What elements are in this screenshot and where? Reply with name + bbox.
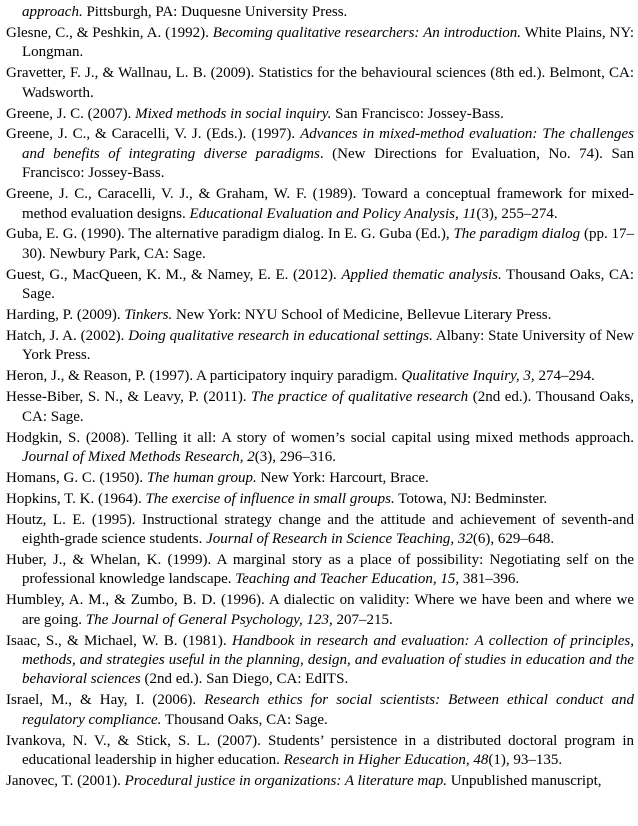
reference-text: White Plains, NY: Longman. [22,24,634,61]
reference-title-italic: Research ethics for social scientists: Between ethical conduct and regulatory compliance. [22,692,634,728]
reference-entry [6,266,634,305]
reference-title-italic: Educational Evaluation and Policy Analysis, 11 [189,205,477,222]
reference-text: 381–396. [459,571,520,588]
reference-entry [6,732,634,771]
reference-title-italic: approach. [22,4,83,20]
reference-text: Pittsburgh, PA: Duquesne University Press. [82,4,348,20]
reference-title-italic: Handbook in research and evaluation: A collection of principles, methods, and strategies useful in the planning, design, and evaluation of studies in education and the behavioral sciences [22,632,634,688]
reference-text: Isaac, S., & Michael, W. B. (1981). [6,632,232,649]
reference-entry [6,632,634,690]
reference-text: . (New Directions for Evaluation, No. 74). San Francisco: Jossey-Bass. [22,145,634,182]
reference-text: 274–294. [534,368,595,385]
reference-text: Ivankova, N. V., & Stick, S. L. (2007). Students’ persistence in a distributed doctoral program in educational leadership in higher education. [6,732,634,769]
reference-entry [6,691,634,730]
reference-text: Hodgkin, S. (2008). Telling it all: A story of women’s social capital using mixed methods approach. [6,429,634,446]
reference-text: 207–215. [332,611,393,628]
reference-title-italic: Advances in mixed-method evaluation: The challenges and benefits of integrating diverse paradigms [22,126,634,162]
reference-entry [6,367,634,386]
reference-title-italic: Journal of Mixed Methods Research, 2 [22,448,255,465]
reference-text: (pp. 17–30). Newbury Park, CA: Sage. [22,226,634,262]
reference-text: San Francisco: Jossey-Bass. [331,105,504,122]
reference-text: New York: NYU School of Medicine, Bellevue Literary Press. [172,307,552,324]
reference-title-italic: Research in Higher Education, 48 [283,752,489,769]
reference-text: Greene, J. C. (2007). [6,105,136,122]
reference-text: Guest, G., MacQueen, K. M., & Namey, E. E. (2012). [6,266,342,283]
reference-entry [6,306,634,325]
reference-text: Homans, G. C. (1950). [6,469,147,486]
reference-text: Greene, J. C., & Caracelli, V. J. (Eds.). (1997). [6,126,301,143]
reference-title-italic: Journal of Research in Science Teaching, 32 [206,531,473,548]
reference-text: (3), 255–274. [476,205,558,222]
reference-text: Thousand Oaks, CA: Sage. [161,711,328,728]
reference-title-italic: The practice of qualitative research [251,389,469,406]
reference-entry [6,490,634,509]
reference-title-italic: The Journal of General Psychology, 123, [85,611,333,628]
reference-text: New York: Harcourt, Brace. [256,469,429,486]
reference-text: Humbley, A. M., & Zumbo, B. D. (1996). A dialectic on validity: Where we have been and where we are going. [6,592,634,628]
reference-text: Huber, J., & Whelan, K. (1999). A marginal story as a place of possibility: Negotiating self on the professional knowledge landscape. [6,551,634,588]
reference-entry [6,327,634,366]
reference-title-italic: The exercise of influence in small groups. [145,490,395,507]
reference-entry [6,64,634,103]
reference-text: (6), 629–648. [472,531,555,548]
reference-title-italic: Procedural justice in organizations: A literature map. [124,772,447,789]
reference-entry [6,511,634,550]
reference-text: (2nd ed.). San Diego, CA: EdITS. [140,671,349,688]
reference-text: Janovec, T. (2001). [6,772,125,789]
reference-title-italic: Tinkers. [124,307,173,324]
reference-text: Hopkins, T. K. (1964). [6,490,146,507]
reference-text: Harding, P. (2009). [6,307,125,324]
reference-text: Hesse-Biber, S. N., & Leavy, P. (2011). [6,389,252,406]
reference-title-italic: Mixed methods in social inquiry. [135,105,332,122]
reference-text: Unpublished manuscript, [446,772,602,789]
reference-text: (1), 93–135. [488,752,563,769]
reference-entry [6,388,634,427]
reference-title-italic: The paradigm dialog [453,226,581,243]
reference-list [6,3,634,791]
reference-entry [6,225,634,264]
reference-title-italic: Qualitative Inquiry, 3, [401,368,535,385]
reference-title-italic: Becoming qualitative researchers: An introduction. [212,24,521,41]
reference-entry [6,24,634,63]
reference-title-italic: Doing qualitative research in educational settings. [128,328,433,344]
reference-text: (2nd ed.). Thousand Oaks, CA: Sage. [22,389,634,425]
reference-entry [6,105,634,124]
reference-entry [6,551,634,590]
reference-entry [6,3,634,22]
reference-text: Thousand Oaks, CA: Sage. [22,266,634,303]
reference-text: Hatch, J. A. (2002). [6,328,129,344]
reference-text: Guba, E. G. (1990). The alternative paradigm dialog. In E. G. Guba (Ed.), [6,226,454,243]
reference-text: Greene, J. C., Caracelli, V. J., & Graham, W. F. (1989). Toward a conceptual framework for mixed-method evaluation designs. [6,186,634,222]
reference-entry [6,125,634,183]
reference-text: (3), 296–316. [254,448,336,465]
reference-entry [6,429,634,468]
reference-text: Albany: State University of New York Press. [22,328,634,364]
reference-text: Israel, M., & Hay, I. (2006). [6,692,205,709]
reference-entry [6,185,634,224]
reference-text: Houtz, L. E. (1995). Instructional strategy change and the attitude and achievement of seventh-and eighth-grade science students. [6,511,634,548]
reference-entry [6,469,634,488]
reference-text: Heron, J., & Reason, P. (1997). A participatory inquiry paradigm. [6,368,402,385]
reference-text: Gravetter, F. J., & Wallnau, L. B. (2009). Statistics for the behavioural sciences (8th ed.). Belmont, CA: Wadsworth. [6,65,634,101]
reference-entry [6,591,634,630]
reference-title-italic: The human group. [146,469,257,486]
reference-title-italic: Teaching and Teacher Education, 15, [235,571,460,588]
reference-entry [6,772,634,791]
reference-text: Glesne, C., & Peshkin, A. (1992). [6,24,213,41]
reference-text: Totowa, NJ: Bedminster. [394,490,548,507]
reference-title-italic: Applied thematic analysis. [341,266,502,283]
